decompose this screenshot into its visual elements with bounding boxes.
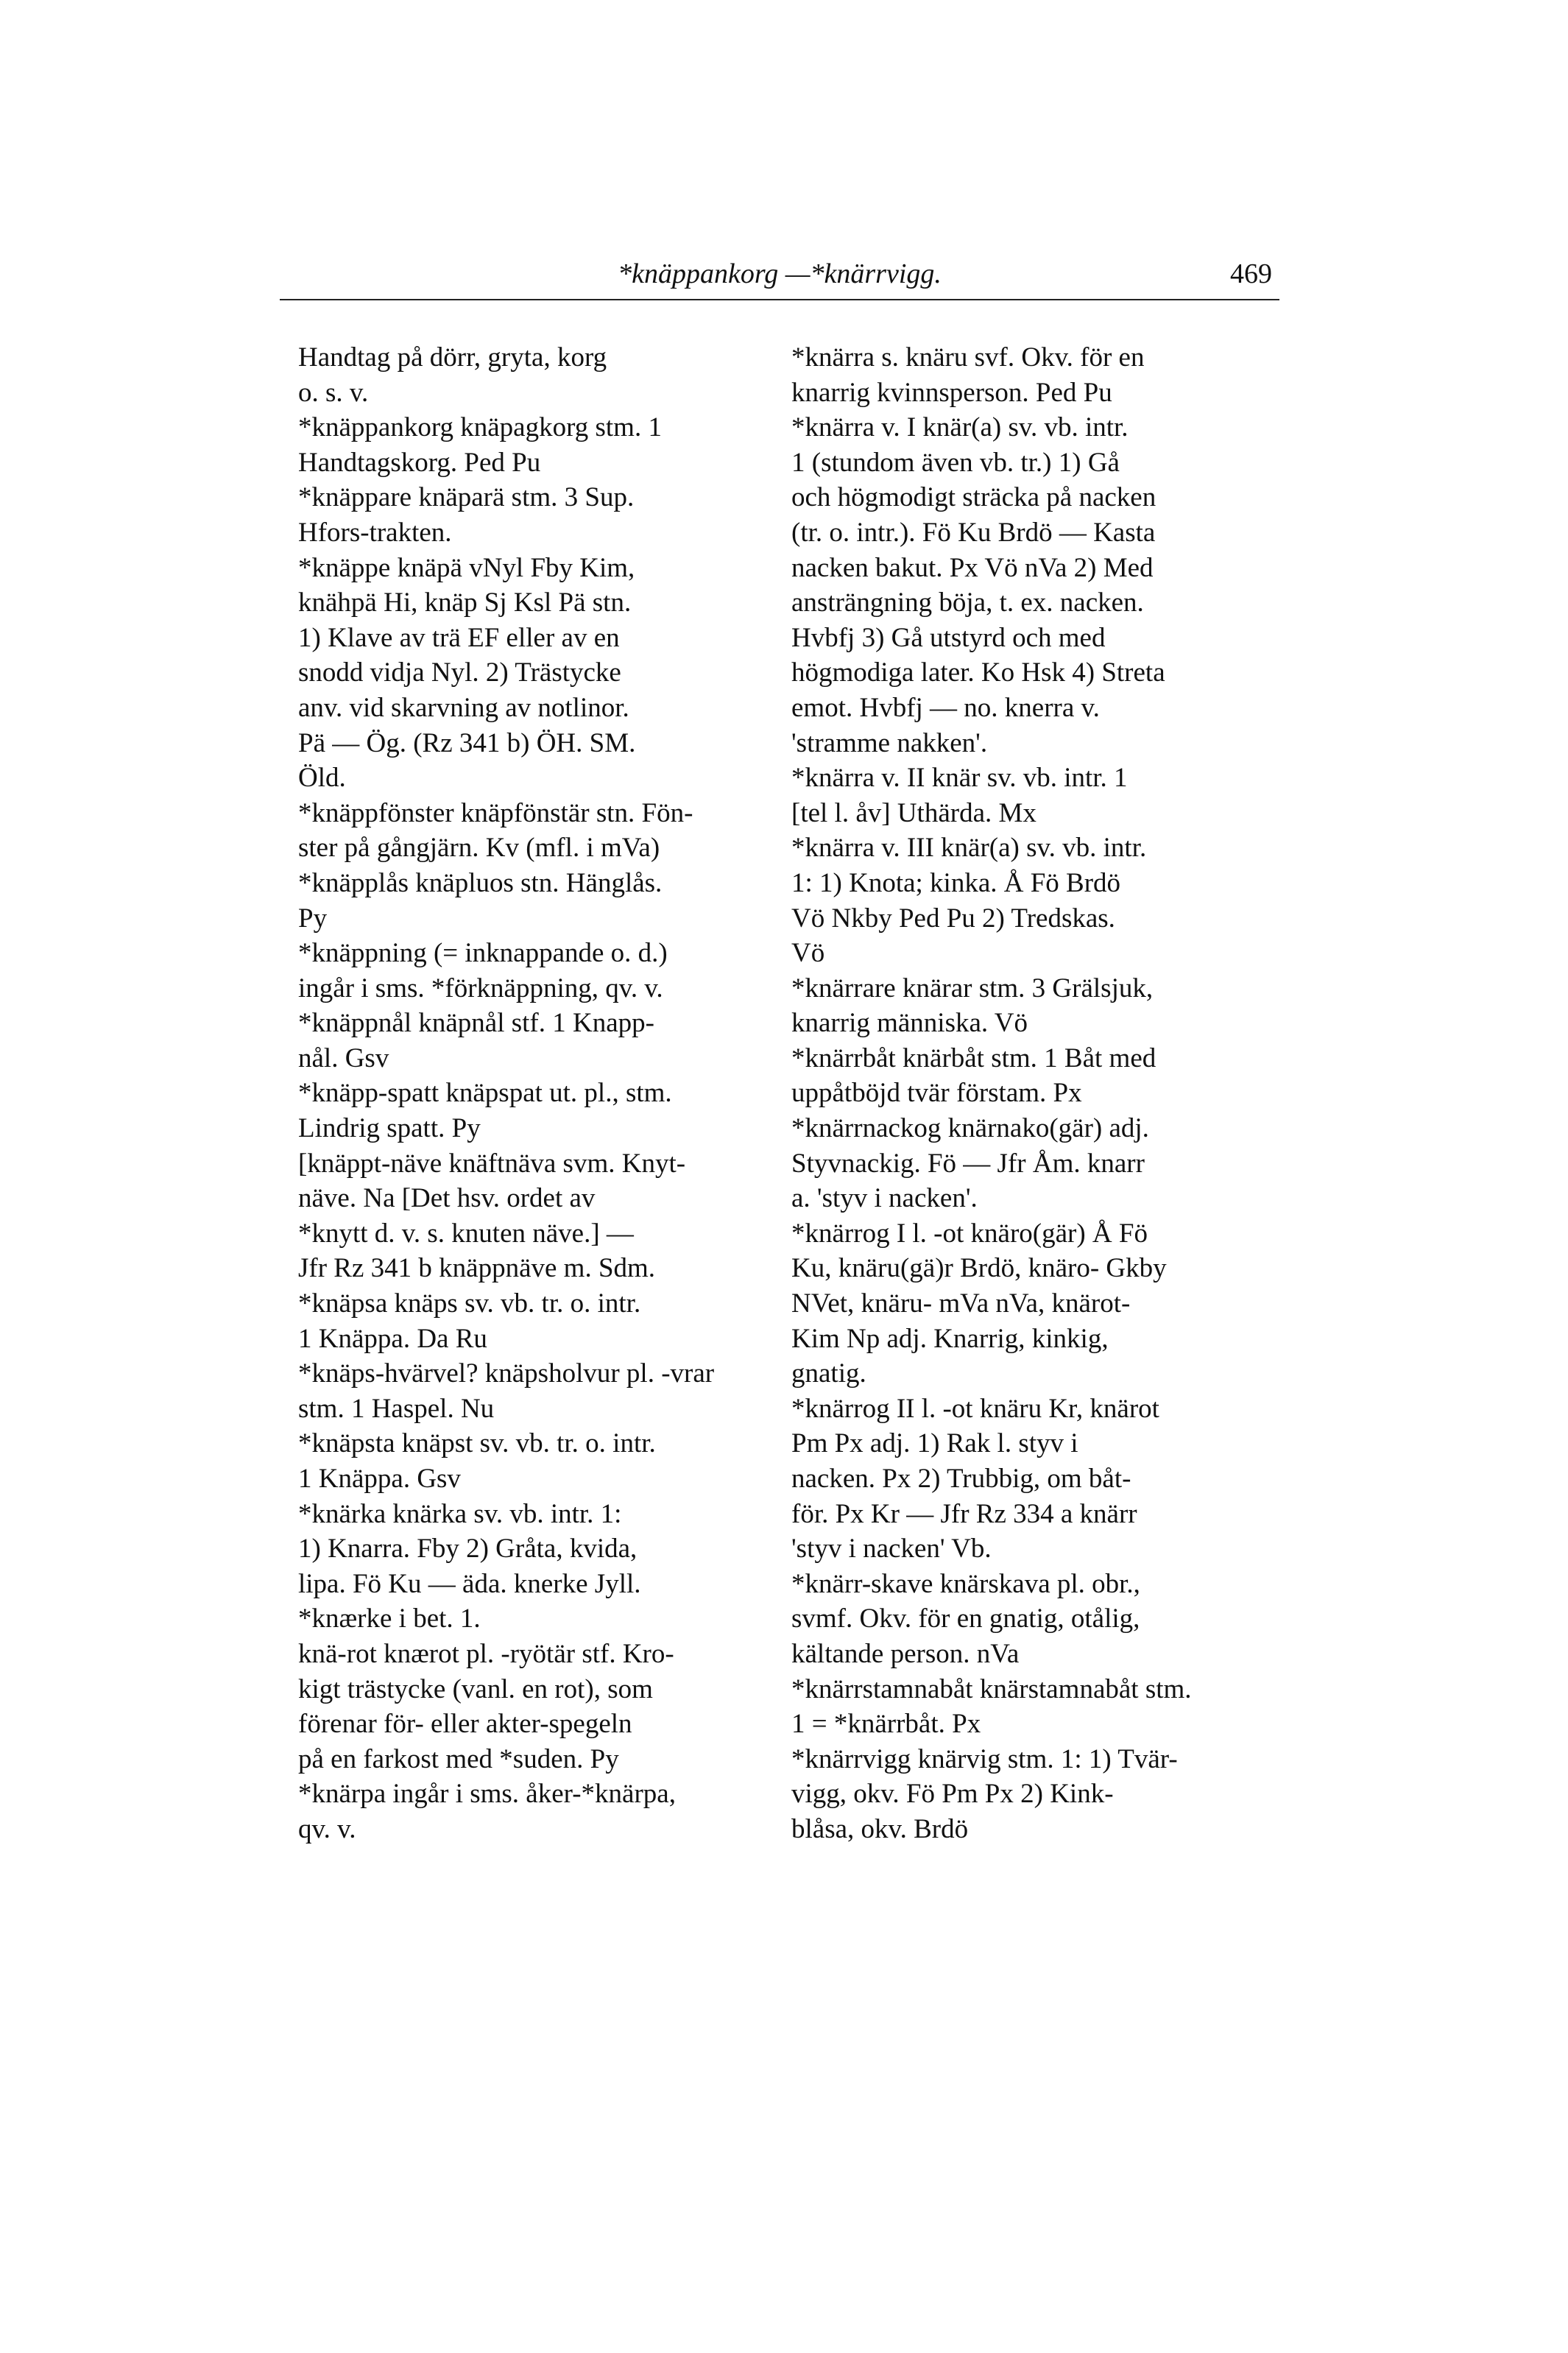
text-line: 1 Knäppa. Gsv	[298, 1464, 461, 1494]
text-line: anv. vid skarvning av notlinor.	[298, 692, 629, 723]
text-line: *knärra s. knäru svf. Okv. för en	[791, 342, 1145, 373]
text-line: 'stramme nakken'.	[791, 727, 988, 758]
text-line: [tel l. åv] Uthärda. Mx	[791, 797, 1036, 828]
text-line: stm. 1 Haspel. Nu	[298, 1393, 495, 1424]
text-line: (tr. o. intr.). Fö Ku Brdö — Kasta	[791, 517, 1156, 548]
text-line: *knäpplås knäpluos stn. Hänglås.	[298, 867, 663, 898]
text-line: *knärra v. II knär sv. vb. intr. 1	[791, 763, 1128, 794]
text-line: emot. Hvbfj — no. knerra v.	[791, 692, 1100, 723]
text-line: *knytt d. v. s. knuten näve.] —	[298, 1218, 634, 1249]
text-line: Kim Np adj. Knarrig, kinkig,	[791, 1323, 1109, 1354]
text-line: *knäpsa knäps sv. vb. tr. o. intr.	[298, 1288, 641, 1319]
text-line: *knäps-hvärvel? knäpsholvur pl. -vrar	[298, 1358, 715, 1389]
text-line: *knäppankorg knäpagkorg stm. 1	[298, 412, 662, 443]
text-line: ansträngning böja, t. ex. nacken.	[791, 588, 1144, 618]
text-line: 1 (stundom även vb. tr.) 1) Gå	[791, 447, 1120, 478]
text-line: Jfr Rz 341 b knäppnäve m. Sdm.	[298, 1253, 656, 1284]
text-line: Vö Nkby Ped Pu 2) Tredskas.	[791, 903, 1115, 934]
text-line: lipa. Fö Ku — äda. knerke Jyll.	[298, 1568, 641, 1599]
text-line: svmf. Okv. för en gnatig, otålig,	[791, 1604, 1140, 1634]
text-line: *knärra v. III knär(a) sv. vb. intr.	[791, 833, 1147, 864]
text-line: kältande person. nVa	[791, 1638, 1020, 1669]
text-line: Handtag på dörr, gryta, korg	[298, 342, 607, 373]
text-line: och högmodigt sträcka på nacken	[791, 482, 1156, 513]
text-line: högmodiga later. Ko Hsk 4) Streta	[791, 657, 1165, 688]
text-line: Vö	[791, 938, 825, 969]
text-line: a. 'styv i nacken'.	[791, 1183, 978, 1214]
text-line: 'styv i nacken' Vb.	[791, 1534, 992, 1564]
text-line: 1: 1) Knota; kinka. Å Fö Brdö	[791, 867, 1121, 898]
text-line: nål. Gsv	[298, 1043, 389, 1073]
page-header	[280, 258, 1279, 302]
text-line: *knärpa ingår i sms. åker-*knärpa,	[298, 1779, 676, 1810]
text-line: *knäpsta knäpst sv. vb. tr. o. intr.	[298, 1428, 656, 1459]
text-line: uppåtböjd tvär förstam. Px	[791, 1078, 1082, 1109]
text-line: gnatig.	[791, 1358, 866, 1389]
text-line: snodd vidja Nyl. 2) Trästycke	[298, 657, 621, 688]
text-line: Handtagskorg. Ped Pu	[298, 447, 541, 478]
text-line: *knärr-skave knärskava pl. obr.,	[791, 1568, 1140, 1599]
left-column	[298, 340, 769, 1847]
text-line: nacken. Px 2) Trubbig, om båt-	[791, 1464, 1131, 1494]
text-line: 1 Knäppa. Da Ru	[298, 1323, 487, 1354]
text-line: på en farkost med *suden. Py	[298, 1743, 619, 1774]
text-line: *knärka knärka sv. vb. intr. 1:	[298, 1498, 622, 1529]
text-line: *knärrare knärar stm. 3 Grälsjuk,	[791, 973, 1154, 1003]
text-line: Ku, knäru(gä)r Brdö, knäro- Gkby	[791, 1253, 1167, 1284]
text-line: för. Px Kr — Jfr Rz 334 a knärr	[791, 1498, 1137, 1529]
text-line: ingår i sms. *förknäppning, qv. v.	[298, 973, 663, 1003]
text-line: *knärrog II l. -ot knäru Kr, knärot	[791, 1393, 1159, 1424]
text-line: *knärrnackog knärnako(gär) adj.	[791, 1113, 1149, 1144]
text-line: knarrig människa. Vö	[791, 1008, 1028, 1039]
text-line: blåsa, okv. Brdö	[791, 1813, 969, 1844]
text-line: [knäppt-näve knäftnäva svm. Knyt-	[298, 1148, 686, 1179]
text-line: knarrig kvinnsperson. Ped Pu	[791, 377, 1112, 408]
text-line: Hvbfj 3) Gå utstyrd och med	[791, 622, 1106, 653]
text-line: Pä — Ög. (Rz 341 b) ÖH. SM.	[298, 727, 636, 758]
text-line: 1 = *knärrbåt. Px	[791, 1709, 981, 1740]
text-line: Öld.	[298, 763, 346, 794]
text-line: qv. v.	[298, 1813, 356, 1844]
text-line: *knäppfönster knäpfönstär stn. Fön-	[298, 797, 693, 828]
text-line: nacken bakut. Px Vö nVa 2) Med	[791, 552, 1154, 583]
text-line: 1) Knarra. Fby 2) Gråta, kvida,	[298, 1534, 638, 1564]
text-line: *knärrvigg knärvig stm. 1: 1) Tvär-	[791, 1743, 1178, 1774]
text-line: *knäppning (= inknappande o. d.)	[298, 938, 668, 969]
header-rule	[280, 299, 1279, 300]
text-line: *knärrog I l. -ot knäro(gär) Å Fö	[791, 1218, 1148, 1249]
page-number: 469	[1230, 258, 1272, 289]
text-line: Py	[298, 903, 328, 934]
text-line: Lindrig spatt. Py	[298, 1113, 481, 1144]
text-line: knä-rot knærot pl. -ryötär stf. Kro-	[298, 1638, 674, 1669]
text-line: Styvnackig. Fö — Jfr Åm. knarr	[791, 1148, 1145, 1179]
text-line: *knäpp-spatt knäpspat ut. pl., stm.	[298, 1078, 672, 1109]
text-line: Hfors-trakten.	[298, 517, 452, 548]
text-line: knähpä Hi, knäp Sj Ksl Pä stn.	[298, 588, 632, 618]
running-title: *knäppankorg —*knärrvigg.	[618, 258, 942, 289]
text-line: kigt trästycke (vanl. en rot), som	[298, 1673, 653, 1704]
text-line: 1) Klave av trä EF eller av en	[298, 622, 620, 653]
text-line: *knärra v. I knär(a) sv. vb. intr.	[791, 412, 1129, 443]
text-line: *knäppare knäparä stm. 3 Sup.	[298, 482, 635, 513]
text-line: ster på gångjärn. Kv (mfl. i mVa)	[298, 833, 660, 864]
right-column	[791, 340, 1281, 1847]
text-line: vigg, okv. Fö Pm Px 2) Kink-	[791, 1779, 1114, 1810]
text-line: förenar för- eller akter-spegeln	[298, 1709, 632, 1740]
text-line: *knäppe knäpä vNyl Fby Kim,	[298, 552, 635, 583]
text-line: o. s. v.	[298, 377, 369, 408]
text-line: *knäppnål knäpnål stf. 1 Knapp-	[298, 1008, 654, 1039]
text-line: *knärrstamnabåt knärstamnabåt stm.	[791, 1673, 1192, 1704]
text-line: Pm Px adj. 1) Rak l. styv i	[791, 1428, 1078, 1459]
text-line: näve. Na [Det hsv. ordet av	[298, 1183, 596, 1214]
text-line: *knärrbåt knärbåt stm. 1 Båt med	[791, 1043, 1156, 1073]
text-line: NVet, knäru- mVa nVa, knärot-	[791, 1288, 1131, 1319]
text-line: *knærke i bet. 1.	[298, 1604, 481, 1634]
